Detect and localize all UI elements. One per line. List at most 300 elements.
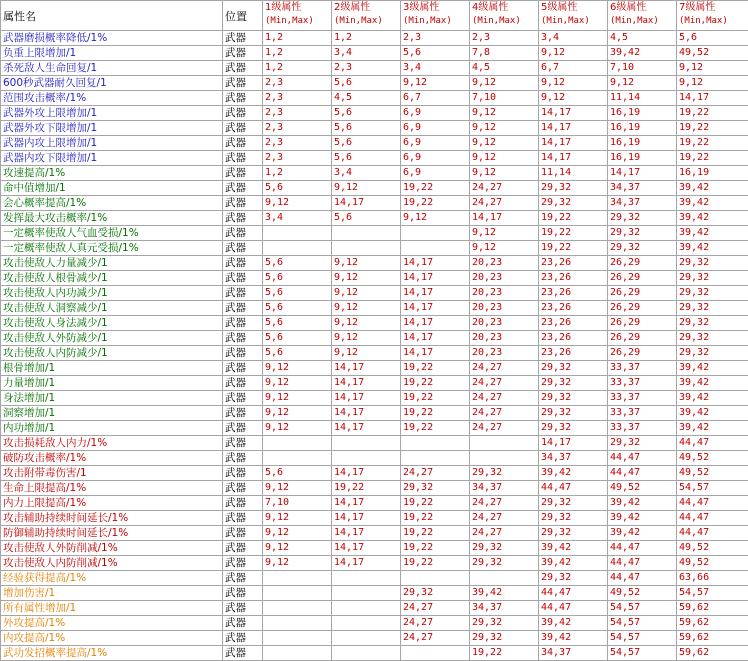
- level-4-value: [470, 451, 539, 466]
- level-4-value: 24,27: [470, 376, 539, 391]
- table-row: [1, 436, 748, 451]
- level-4-value: 24,27: [470, 496, 539, 511]
- level-7-value: 19,22: [677, 121, 748, 136]
- level-1-value: [263, 616, 332, 631]
- attribute-name: 负重上限增加/1: [1, 46, 223, 61]
- level-1-value: 9,12: [263, 391, 332, 406]
- attribute-name: 增加伤害/1: [1, 586, 223, 601]
- level-3-value: 29,32: [401, 586, 470, 601]
- attribute-position: 武器: [223, 406, 263, 421]
- level-3-value: 3,4: [401, 61, 470, 76]
- level-5-value: 14,17: [539, 436, 608, 451]
- attribute-position: 武器: [223, 526, 263, 541]
- table-row: [1, 226, 748, 241]
- level-4-value: 4,5: [470, 61, 539, 76]
- level-4-value: 20,23: [470, 286, 539, 301]
- level-6-value: 54,57: [608, 646, 677, 661]
- level-2-value: [332, 451, 401, 466]
- level-3-value: 6,9: [401, 121, 470, 136]
- level-7-value: 9,12: [677, 76, 748, 91]
- attribute-name: 攻击使敌人内功减少/1: [1, 286, 223, 301]
- table-row: [1, 526, 748, 541]
- level-4-value: 29,32: [470, 466, 539, 481]
- level-2-value: 14,17: [332, 361, 401, 376]
- attribute-position: 武器: [223, 151, 263, 166]
- header-level-1: 1级属性 (Min,Max): [263, 1, 332, 31]
- level-6-value: 26,29: [608, 271, 677, 286]
- table-row: [1, 271, 748, 286]
- attribute-name: 一定概率使敌人真元受损/1%: [1, 241, 223, 256]
- level-5-value: 23,26: [539, 271, 608, 286]
- table-row: [1, 616, 748, 631]
- level-2-value: 4,5: [332, 91, 401, 106]
- attribute-position: 武器: [223, 346, 263, 361]
- level-1-value: 2,3: [263, 151, 332, 166]
- level-5-value: 3,4: [539, 31, 608, 46]
- level-7-value: 39,42: [677, 391, 748, 406]
- level-2-value: 3,4: [332, 46, 401, 61]
- level-1-value: [263, 241, 332, 256]
- attribute-name: 破防攻击概率/1%: [1, 451, 223, 466]
- level-1-value: 2,3: [263, 106, 332, 121]
- level-7-value: 29,32: [677, 316, 748, 331]
- level-2-value: 3,4: [332, 166, 401, 181]
- table-row: [1, 511, 748, 526]
- level-1-value: 9,12: [263, 511, 332, 526]
- level-5-value: 23,26: [539, 286, 608, 301]
- level-5-value: 23,26: [539, 316, 608, 331]
- table-row: [1, 301, 748, 316]
- attribute-position: 武器: [223, 436, 263, 451]
- attribute-position: 武器: [223, 511, 263, 526]
- level-2-value: 14,17: [332, 526, 401, 541]
- attribute-name: 攻击使敌人内防减少/1: [1, 346, 223, 361]
- level-6-value: 16,19: [608, 106, 677, 121]
- level-3-value: 6,9: [401, 151, 470, 166]
- level-7-value: 29,32: [677, 301, 748, 316]
- level-3-value: 2,3: [401, 31, 470, 46]
- attribute-name: 武功发招概率提高/1%: [1, 646, 223, 661]
- level-4-value: 9,12: [470, 121, 539, 136]
- level-6-value: 16,19: [608, 136, 677, 151]
- level-6-value: 26,29: [608, 331, 677, 346]
- level-4-value: 20,23: [470, 256, 539, 271]
- table-row: [1, 196, 748, 211]
- level-1-value: 2,3: [263, 136, 332, 151]
- level-3-value: 9,12: [401, 211, 470, 226]
- level-7-value: 9,12: [677, 61, 748, 76]
- level-3-value: 6,9: [401, 136, 470, 151]
- level-6-value: 29,32: [608, 436, 677, 451]
- table-row: [1, 466, 748, 481]
- level-6-value: 54,57: [608, 616, 677, 631]
- level-5-value: 19,22: [539, 211, 608, 226]
- level-5-value: 44,47: [539, 586, 608, 601]
- table-row: [1, 481, 748, 496]
- level-4-value: 29,32: [470, 616, 539, 631]
- level-7-value: 39,42: [677, 376, 748, 391]
- level-3-value: 19,22: [401, 376, 470, 391]
- level-2-value: [332, 646, 401, 661]
- level-6-value: 11,14: [608, 91, 677, 106]
- level-6-value: 44,47: [608, 541, 677, 556]
- level-1-value: 1,2: [263, 31, 332, 46]
- level-5-value: 9,12: [539, 46, 608, 61]
- level-5-value: 14,17: [539, 106, 608, 121]
- level-6-value: 33,37: [608, 391, 677, 406]
- level-1-value: [263, 586, 332, 601]
- attribute-name: 范围攻击概率/1%: [1, 91, 223, 106]
- attribute-position: 武器: [223, 241, 263, 256]
- level-7-value: 29,32: [677, 286, 748, 301]
- level-1-value: 5,6: [263, 301, 332, 316]
- level-7-value: 29,32: [677, 346, 748, 361]
- level-1-value: [263, 436, 332, 451]
- level-7-value: 63,66: [677, 571, 748, 586]
- level-4-value: 9,12: [470, 241, 539, 256]
- level-6-value: 14,17: [608, 166, 677, 181]
- level-2-value: 2,3: [332, 61, 401, 76]
- level-6-value: 39,42: [608, 46, 677, 61]
- level-6-value: 54,57: [608, 601, 677, 616]
- level-4-value: 2,3: [470, 31, 539, 46]
- level-1-value: [263, 601, 332, 616]
- level-4-value: 34,37: [470, 481, 539, 496]
- level-1-value: 5,6: [263, 331, 332, 346]
- table-row: [1, 46, 748, 61]
- table-row: [1, 556, 748, 571]
- level-7-value: 44,47: [677, 511, 748, 526]
- level-6-value: 33,37: [608, 406, 677, 421]
- level-6-value: 39,42: [608, 496, 677, 511]
- level-2-value: 9,12: [332, 316, 401, 331]
- level-6-value: 49,52: [608, 586, 677, 601]
- level-1-value: 1,2: [263, 46, 332, 61]
- level-6-value: 26,29: [608, 301, 677, 316]
- table-row: [1, 136, 748, 151]
- level-7-value: 39,42: [677, 226, 748, 241]
- level-6-value: 39,42: [608, 511, 677, 526]
- attribute-position: 武器: [223, 286, 263, 301]
- level-4-value: 14,17: [470, 211, 539, 226]
- level-2-value: 14,17: [332, 466, 401, 481]
- level-6-value: 44,47: [608, 451, 677, 466]
- level-2-value: 14,17: [332, 196, 401, 211]
- attribute-position: 武器: [223, 226, 263, 241]
- level-1-value: 5,6: [263, 466, 332, 481]
- level-7-value: 29,32: [677, 271, 748, 286]
- level-2-value: 5,6: [332, 121, 401, 136]
- level-1-value: 1,2: [263, 61, 332, 76]
- level-4-value: 9,12: [470, 136, 539, 151]
- level-3-value: 29,32: [401, 481, 470, 496]
- level-3-value: 19,22: [401, 556, 470, 571]
- level-4-value: 24,27: [470, 421, 539, 436]
- level-5-value: 11,14: [539, 166, 608, 181]
- attribute-position: 武器: [223, 166, 263, 181]
- level-4-value: [470, 571, 539, 586]
- level-5-value: 29,32: [539, 196, 608, 211]
- level-7-value: 54,57: [677, 586, 748, 601]
- attribute-name: 武器内攻下限增加/1: [1, 151, 223, 166]
- level-4-value: 7,8: [470, 46, 539, 61]
- table-row: [1, 61, 748, 76]
- attribute-position: 武器: [223, 541, 263, 556]
- level-3-value: [401, 241, 470, 256]
- level-1-value: 9,12: [263, 361, 332, 376]
- attribute-position: 武器: [223, 211, 263, 226]
- level-7-value: 59,62: [677, 631, 748, 646]
- level-3-value: 14,17: [401, 271, 470, 286]
- level-4-value: 20,23: [470, 346, 539, 361]
- level-4-value: 24,27: [470, 511, 539, 526]
- level-3-value: 24,27: [401, 601, 470, 616]
- level-5-value: 44,47: [539, 601, 608, 616]
- attribute-position: 武器: [223, 616, 263, 631]
- attribute-name: 攻速提高/1%: [1, 166, 223, 181]
- attribute-name: 洞察增加/1: [1, 406, 223, 421]
- level-6-value: 7,10: [608, 61, 677, 76]
- level-1-value: [263, 631, 332, 646]
- level-6-value: 29,32: [608, 211, 677, 226]
- level-7-value: 49,52: [677, 46, 748, 61]
- attribute-position: 武器: [223, 46, 263, 61]
- level-1-value: 9,12: [263, 196, 332, 211]
- level-4-value: 24,27: [470, 181, 539, 196]
- level-2-value: 14,17: [332, 496, 401, 511]
- level-5-value: 19,22: [539, 241, 608, 256]
- table-row: [1, 31, 748, 46]
- table-row: [1, 181, 748, 196]
- level-3-value: 14,17: [401, 316, 470, 331]
- level-4-value: 20,23: [470, 301, 539, 316]
- table-row: [1, 631, 748, 646]
- level-7-value: 39,42: [677, 211, 748, 226]
- level-4-value: 9,12: [470, 106, 539, 121]
- table-row: [1, 316, 748, 331]
- level-2-value: 14,17: [332, 421, 401, 436]
- level-7-value: 29,32: [677, 256, 748, 271]
- level-7-value: 14,17: [677, 91, 748, 106]
- header-level-7: 7级属性 (Min,Max): [677, 1, 748, 31]
- table-row: [1, 76, 748, 91]
- level-1-value: 9,12: [263, 421, 332, 436]
- level-5-value: 29,32: [539, 571, 608, 586]
- level-6-value: 26,29: [608, 346, 677, 361]
- level-3-value: 19,22: [401, 181, 470, 196]
- attribute-position: 武器: [223, 646, 263, 661]
- level-7-value: 39,42: [677, 241, 748, 256]
- table-row: [1, 421, 748, 436]
- table-row: [1, 361, 748, 376]
- level-5-value: 29,32: [539, 391, 608, 406]
- attribute-position: 武器: [223, 301, 263, 316]
- level-6-value: 44,47: [608, 571, 677, 586]
- level-1-value: 3,4: [263, 211, 332, 226]
- attribute-position: 武器: [223, 106, 263, 121]
- level-7-value: 59,62: [677, 616, 748, 631]
- attribute-position: 武器: [223, 331, 263, 346]
- attribute-name: 攻击辅助持续时间延长/1%: [1, 511, 223, 526]
- table-row: [1, 121, 748, 136]
- attribute-position: 武器: [223, 481, 263, 496]
- table-body: [1, 31, 748, 661]
- level-3-value: 5,6: [401, 46, 470, 61]
- level-7-value: 59,62: [677, 646, 748, 661]
- header-level-4: 4级属性 (Min,Max): [470, 1, 539, 31]
- header-level-3: 3级属性 (Min,Max): [401, 1, 470, 31]
- level-7-value: 44,47: [677, 496, 748, 511]
- level-7-value: 59,62: [677, 601, 748, 616]
- level-1-value: [263, 646, 332, 661]
- table-row: [1, 541, 748, 556]
- level-6-value: 26,29: [608, 286, 677, 301]
- level-2-value: 9,12: [332, 331, 401, 346]
- attribute-name: 攻击使敌人外防削减/1%: [1, 541, 223, 556]
- level-3-value: 19,22: [401, 406, 470, 421]
- level-4-value: 29,32: [470, 556, 539, 571]
- level-3-value: 24,27: [401, 631, 470, 646]
- level-2-value: [332, 586, 401, 601]
- level-6-value: 39,42: [608, 526, 677, 541]
- level-2-value: 14,17: [332, 391, 401, 406]
- level-3-value: 19,22: [401, 391, 470, 406]
- attribute-name: 内功增加/1: [1, 421, 223, 436]
- level-2-value: 9,12: [332, 346, 401, 361]
- table-row: [1, 346, 748, 361]
- attribute-name: 武器外攻下限增加/1: [1, 121, 223, 136]
- level-1-value: 2,3: [263, 121, 332, 136]
- level-3-value: 6,7: [401, 91, 470, 106]
- level-3-value: 6,9: [401, 106, 470, 121]
- attribute-name: 攻击使敌人洞察减少/1: [1, 301, 223, 316]
- level-5-value: 39,42: [539, 631, 608, 646]
- level-5-value: 9,12: [539, 91, 608, 106]
- level-7-value: 39,42: [677, 361, 748, 376]
- table-row: [1, 451, 748, 466]
- level-5-value: 23,26: [539, 346, 608, 361]
- level-7-value: 49,52: [677, 541, 748, 556]
- level-6-value: 44,47: [608, 466, 677, 481]
- level-1-value: 7,10: [263, 496, 332, 511]
- header-position: 位置: [223, 1, 263, 31]
- level-1-value: 5,6: [263, 256, 332, 271]
- level-5-value: 39,42: [539, 556, 608, 571]
- level-7-value: 49,52: [677, 556, 748, 571]
- attribute-position: 武器: [223, 31, 263, 46]
- level-4-value: 20,23: [470, 316, 539, 331]
- table-row: [1, 211, 748, 226]
- level-7-value: 19,22: [677, 151, 748, 166]
- header-level-2: 2级属性 (Min,Max): [332, 1, 401, 31]
- level-5-value: 6,7: [539, 61, 608, 76]
- table-row: [1, 241, 748, 256]
- level-2-value: 5,6: [332, 211, 401, 226]
- table-row: [1, 376, 748, 391]
- level-3-value: 14,17: [401, 301, 470, 316]
- attribute-name: 内攻提高/1%: [1, 631, 223, 646]
- table-row: [1, 286, 748, 301]
- level-4-value: 9,12: [470, 166, 539, 181]
- level-3-value: [401, 646, 470, 661]
- table-row: [1, 331, 748, 346]
- attribute-position: 武器: [223, 256, 263, 271]
- attribute-name: 攻击附带毒伤害/1: [1, 466, 223, 481]
- level-5-value: 29,32: [539, 526, 608, 541]
- level-5-value: 23,26: [539, 256, 608, 271]
- table-row: [1, 391, 748, 406]
- attribute-name: 攻击使敌人外防减少/1: [1, 331, 223, 346]
- level-1-value: 9,12: [263, 541, 332, 556]
- level-1-value: 9,12: [263, 376, 332, 391]
- level-1-value: [263, 451, 332, 466]
- level-1-value: 2,3: [263, 76, 332, 91]
- attribute-position: 武器: [223, 586, 263, 601]
- level-1-value: 5,6: [263, 316, 332, 331]
- level-7-value: 19,22: [677, 106, 748, 121]
- attribute-name: 发挥最大攻击概率/1%: [1, 211, 223, 226]
- level-3-value: 19,22: [401, 361, 470, 376]
- level-2-value: 14,17: [332, 541, 401, 556]
- level-3-value: 6,9: [401, 166, 470, 181]
- attribute-name: 外攻提高/1%: [1, 616, 223, 631]
- level-2-value: [332, 436, 401, 451]
- level-6-value: 4,5: [608, 31, 677, 46]
- level-4-value: 24,27: [470, 406, 539, 421]
- table-row: [1, 571, 748, 586]
- level-3-value: 14,17: [401, 256, 470, 271]
- level-1-value: 9,12: [263, 481, 332, 496]
- level-4-value: 24,27: [470, 391, 539, 406]
- level-2-value: 9,12: [332, 271, 401, 286]
- header-level-6: 6级属性 (Min,Max): [608, 1, 677, 31]
- level-3-value: 19,22: [401, 496, 470, 511]
- level-4-value: 24,27: [470, 196, 539, 211]
- level-6-value: 54,57: [608, 631, 677, 646]
- level-6-value: 33,37: [608, 361, 677, 376]
- level-1-value: 5,6: [263, 286, 332, 301]
- level-2-value: 14,17: [332, 556, 401, 571]
- level-2-value: [332, 571, 401, 586]
- attribute-position: 武器: [223, 376, 263, 391]
- attribute-position: 武器: [223, 451, 263, 466]
- level-7-value: 49,52: [677, 451, 748, 466]
- table-row: [1, 406, 748, 421]
- level-7-value: 39,42: [677, 421, 748, 436]
- table-row: [1, 586, 748, 601]
- level-3-value: [401, 451, 470, 466]
- table-row: [1, 646, 748, 661]
- level-4-value: 20,23: [470, 331, 539, 346]
- level-2-value: [332, 601, 401, 616]
- level-3-value: 19,22: [401, 196, 470, 211]
- level-2-value: 1,2: [332, 31, 401, 46]
- level-5-value: 34,37: [539, 451, 608, 466]
- attribute-position: 武器: [223, 556, 263, 571]
- attribute-name: 武器外攻上限增加/1: [1, 106, 223, 121]
- attribute-position: 武器: [223, 121, 263, 136]
- level-7-value: 54,57: [677, 481, 748, 496]
- level-2-value: 9,12: [332, 286, 401, 301]
- level-7-value: 29,32: [677, 331, 748, 346]
- level-4-value: 34,37: [470, 601, 539, 616]
- attribute-name: 会心概率提高/1%: [1, 196, 223, 211]
- attribute-name: 武器磨损概率降低/1%: [1, 31, 223, 46]
- level-4-value: 24,27: [470, 361, 539, 376]
- table-row: [1, 151, 748, 166]
- level-2-value: 9,12: [332, 301, 401, 316]
- level-3-value: 24,27: [401, 466, 470, 481]
